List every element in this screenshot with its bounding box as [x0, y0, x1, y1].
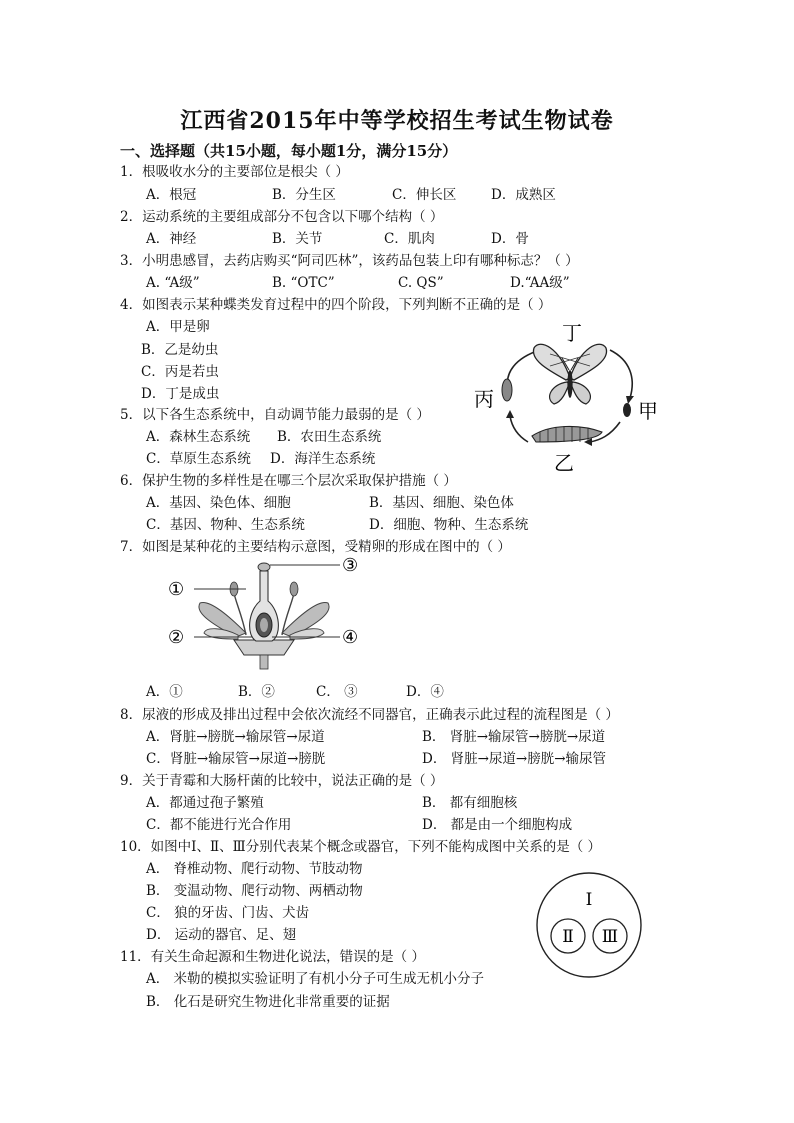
question-6-option-a[interactable]: A．基因、染色体、细胞: [146, 495, 291, 511]
question-2-stem: 2．运动系统的主要组成部分不包含以下哪个结构（ ）: [120, 209, 444, 225]
question-10-option-a[interactable]: A． 脊椎动物、爬行动物、节肢动物: [146, 861, 363, 877]
figure-label-1: ①: [168, 579, 185, 600]
question-1-option-b[interactable]: B．分生区: [272, 187, 336, 203]
question-6-option-c[interactable]: C．基因、物种、生态系统: [146, 517, 305, 533]
question-10-option-b[interactable]: B． 变温动物、爬行动物、两栖动物: [146, 883, 363, 899]
question-6-stem: 6．保护生物的多样性是在哪三个层次采取保护措施（ ）: [120, 473, 457, 489]
question-7-option-c[interactable]: C． ③: [316, 684, 358, 700]
question-2-option-c[interactable]: C．肌肉: [384, 231, 435, 247]
figure-label-ding: 丁: [562, 321, 582, 345]
question-7-option-d[interactable]: D．④: [406, 684, 444, 700]
section-heading: 一、选择题（共15小题，每小题1分，满分15分）: [120, 142, 458, 160]
question-9-option-d[interactable]: D． 都是由一个细胞构成: [422, 817, 573, 833]
concept-circles-figure: [534, 870, 644, 980]
figure-label-bing: 丙: [474, 387, 494, 411]
question-6-option-d[interactable]: D．细胞、物种、生态系统: [369, 517, 529, 533]
figure-label-jia: 甲: [638, 399, 658, 423]
question-3-option-d[interactable]: D.“AA级”: [510, 275, 570, 291]
question-4-option-a[interactable]: A．甲是卵: [146, 319, 210, 335]
page-title: 江西省2015年中等学校招生考试生物试卷: [180, 108, 614, 134]
butterfly-icon: [533, 344, 606, 404]
question-4-stem: 4．如图表示某种蝶类发育过程中的四个阶段，下列判断不正确的是（ ）: [120, 297, 552, 313]
question-8-option-b[interactable]: B． 肾脏→输尿管→膀胱→尿道: [422, 729, 606, 745]
figure-label-yi: 乙: [554, 451, 574, 475]
question-8-option-d[interactable]: D． 肾脏→尿道→膀胱→输尿管: [422, 751, 607, 767]
question-4-option-c[interactable]: C．丙是若虫: [141, 364, 219, 380]
question-1-option-a[interactable]: A．根冠: [146, 187, 197, 203]
butterfly-lifecycle-figure: [470, 318, 670, 478]
question-10-option-c[interactable]: C． 狼的牙齿、门齿、犬齿: [146, 905, 310, 921]
question-3-option-b[interactable]: B. “OTC”: [272, 275, 335, 291]
question-7-option-a[interactable]: A．①: [146, 684, 183, 700]
question-2-option-d[interactable]: D．骨: [491, 231, 529, 247]
question-1-option-d[interactable]: D．成熟区: [491, 187, 556, 203]
figure-label-2: ②: [168, 627, 185, 648]
figure-label-left: Ⅱ: [562, 927, 574, 947]
question-3-option-c[interactable]: C. QS”: [398, 275, 444, 291]
question-10-option-d[interactable]: D． 运动的器官、足、翅: [146, 927, 297, 943]
question-9-option-b[interactable]: B． 都有细胞核: [422, 795, 518, 811]
question-5-option-c[interactable]: C．草原生态系统: [146, 451, 251, 467]
question-6-option-b[interactable]: B．基因、细胞、染色体: [369, 495, 514, 511]
egg-icon: [623, 403, 631, 417]
question-1-option-c[interactable]: C．伸长区: [392, 187, 457, 203]
question-8-stem: 8．尿液的形成及排出过程中会依次流经不同器官，正确表示此过程的流程图是（ ）: [120, 707, 619, 723]
figure-label-right: Ⅲ: [601, 927, 619, 947]
question-5-stem: 5．以下各生态系统中，自动调节能力最弱的是（ ）: [120, 407, 430, 423]
figure-label-4: ④: [342, 627, 359, 648]
question-8-option-c[interactable]: C．肾脏→输尿管→尿道→膀胱: [146, 751, 326, 767]
question-10-stem: 10．如图中Ⅰ、Ⅱ、Ⅲ分别代表某个概念或器官，下列不能构成图中关系的是（ ）: [120, 839, 601, 855]
question-4-option-b[interactable]: B．乙是幼虫: [141, 342, 219, 358]
question-7-option-b[interactable]: B．②: [238, 684, 275, 700]
question-9-option-a[interactable]: A．都通过孢子繁殖: [146, 795, 264, 811]
question-5-option-a[interactable]: A．森林生态系统: [146, 429, 251, 445]
pupa-icon: [502, 379, 512, 401]
flower-structure-figure: [164, 555, 364, 670]
question-5-option-d[interactable]: D．海洋生态系统: [270, 451, 376, 467]
figure-label-outer: Ⅰ: [585, 890, 593, 910]
question-11-option-b[interactable]: B． 化石是研究生物进化非常重要的证据: [146, 994, 390, 1010]
question-2-option-a[interactable]: A．神经: [146, 231, 197, 247]
question-4-option-d[interactable]: D．丁是成虫: [141, 386, 220, 402]
question-1-stem: 1．根吸收水分的主要部位是根尖（ ）: [120, 164, 349, 180]
question-11-option-a[interactable]: A． 米勒的模拟实验证明了有机小分子可生成无机小分子: [146, 971, 485, 987]
question-11-stem: 11．有关生命起源和生物进化说法，错误的是（ ）: [120, 949, 425, 965]
question-3-stem: 3．小明患感冒，去药店购买“阿司匹林”，该药品包装上印有哪种标志？（ ）: [120, 253, 579, 269]
figure-label-3: ③: [342, 555, 359, 576]
question-2-option-b[interactable]: B．关节: [272, 231, 323, 247]
question-5-option-b[interactable]: B．农田生态系统: [277, 429, 382, 445]
question-3-option-a[interactable]: A. “A级”: [146, 275, 200, 291]
question-7-stem: 7．如图是某种花的主要结构示意图，受精卵的形成在图中的（ ）: [120, 539, 511, 555]
question-9-option-c[interactable]: C．都不能进行光合作用: [146, 817, 292, 833]
question-9-stem: 9．关于青霉和大肠杆菌的比较中，说法正确的是（ ）: [120, 773, 444, 789]
question-8-option-a[interactable]: A．肾脏→膀胱→输尿管→尿道: [146, 729, 325, 745]
